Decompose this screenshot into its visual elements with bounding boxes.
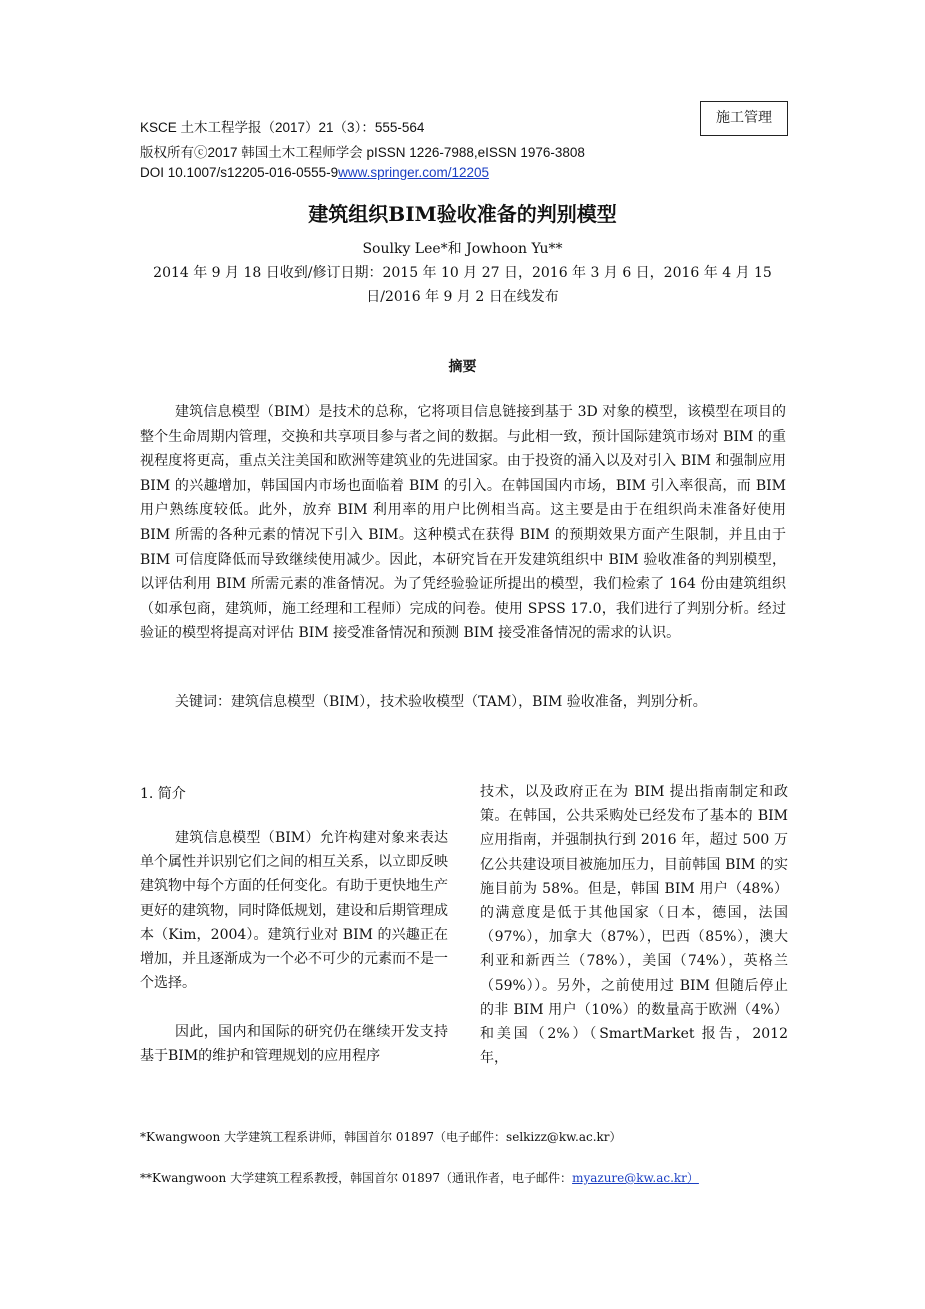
footnote-2-text: **Kwangwoon 大学建筑工程系教授，韩国首尔 01897（通讯作者，电子邮件： (140, 1171, 573, 1185)
abstract-text: 建筑信息模型（BIM）是技术的总称，它将项目信息链接到基于 3D 对象的模型，该模型在项目的整个生命周期内管理，交换和共享项目参与者之间的数据。与此相一致，预计国际建筑市场对 BIM 的重视程度将更高，重点关注美国和欧洲等建筑业的先进国家。由于投资的涌入以及对引入 BIM 和强制应用 BIM 的兴趣增加，韩国国内市场也面临着 BIM 的引入。在韩国国内市场，BIM 引入率很高，而 BIM 用户熟练度较低。此外，放弃 BIM 利用率的用户比例相当高。这主要是由于在组织尚未准备好使用 BIM 所需的各种元素的情况下引入 BIM。这种模式在获得 BIM 的预期效果方面产生限制，并且由于 BIM 可信度降低而导致继续使用减少。因此，本研究旨在开发建筑组织中 BIM 验收准备的判别模型，以评估利用 BIM 所需元素的准备情况。为了凭经验验证所提出的模型，我们检索了 164 份由建筑组织（如承包商，建筑师，施工经理和工程师）完成的问卷。使用 SPSS 17.0，我们进行了判别分析。经过验证的模型将提高对评估 BIM 接受准备情况和预测 BIM 接受准备情况的需求的认识。 (140, 404, 786, 642)
doi-line (140, 165, 489, 180)
journal-citation: KSCE 土木工程学报（2017）21（3）：555-564 (140, 120, 425, 135)
authors: Soulky Lee*和 Jowhoon Yu** (362, 241, 563, 257)
category-box: 施工管理 (700, 101, 788, 136)
springer-link[interactable]: www.springer.com/12205 (338, 165, 489, 180)
intro-right-column: 技术，以及政府正在为 BIM 提出指南制定和政策。在韩国，公共采购处已经发布了基本的 BIM 应用指南，并强制执行到 2016 年，超过 500 万亿公共建设项目被施加压力，目前韩国 BIM 的实施目前为 58%。但是，韩国 BIM 用户（48%）的满意度是低于其他国家（日本，德国，法国（97%），加拿大（87%），巴西（85%），澳大利亚和新西兰（78%），美国（74%），英格兰（59%））。另外，之前使用过 BIM 但随后停止的非 BIM 用户（10%）的数量高于欧洲（4%）和美国（2%）（SmartMarket 报告，2012 年， (480, 784, 788, 1067)
dates-line-1: 2014 年 9 月 18 日收到/修订日期：2015 年 10 月 27 日，2016 年 3 月 6 日，2016 年 4 月 15 (153, 265, 772, 281)
intro-paragraph-1: 建筑信息模型（BIM）允许构建对象来表达单个属性并识别它们之间的相互关系，以立即反映建筑物中每个方面的任何变化。有助于更快地生产更好的建筑物，同时降低规划，建设和后期管理成本（Kim，2004）。建筑行业对 BIM 的兴趣正在增加，并且逐渐成为一个必不可少的元素而不是一个选择。 (140, 830, 448, 992)
abstract-heading: 摘要 (448, 359, 477, 375)
section-1-heading: 1. 简介 (140, 786, 186, 802)
footnote-1: *Kwangwoon 大学建筑工程系讲师，韩国首尔 01897（电子邮件：selkizz@kw.ac.kr） (140, 1130, 622, 1144)
paper-title: 建筑组织BIM验收准备的判别模型 (308, 202, 617, 226)
keywords: 关键词：建筑信息模型（BIM），技术验收模型（TAM），BIM 验收准备，判别分析。 (175, 694, 707, 710)
footnote-2 (140, 1169, 699, 1186)
copyright-line: 版权所有ⓒ2017 韩国土木工程师学会 pISSN 1226-7988,eISSN 1976-3808 (140, 145, 585, 160)
dates-line-2: 日/2016 年 9 月 2 日在线发布 (366, 289, 559, 305)
doi-text: DOI 10.1007/s12205-016-0555-9 (140, 165, 339, 180)
intro-paragraph-2: 因此，国内和国际的研究仍在继续开发支持基于BIM的维护和管理规划的应用程序 (140, 1024, 448, 1065)
email-link[interactable]: myazure@kw.ac.kr） (572, 1171, 699, 1185)
